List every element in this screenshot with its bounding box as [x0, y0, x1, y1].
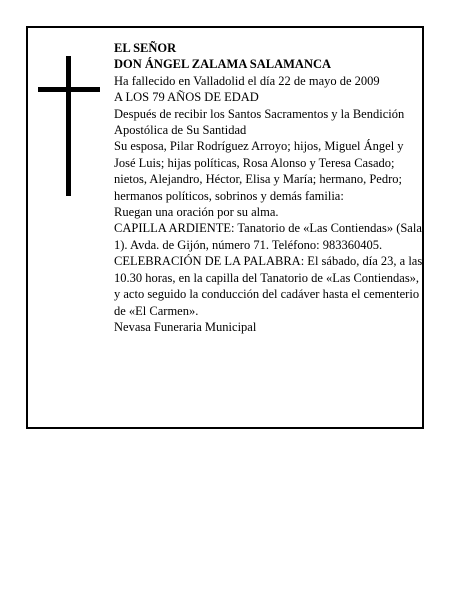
cross-vertical-bar [66, 56, 71, 196]
obituary-notice [26, 26, 424, 429]
title-line-1: EL SEÑOR [114, 41, 177, 55]
age-line: A LOS 79 AÑOS DE EDAD [114, 90, 259, 105]
cross-horizontal-bar [38, 87, 100, 92]
funeral-home: Nevasa Funeraria Municipal [114, 319, 257, 334]
latin-cross-icon [38, 56, 100, 196]
family-list: Su esposa, Pilar Rodríguez Arroyo; hijos, Miguel Ángel y José Luis; hijas políticas, Rosa Alonso y Teresa Casado; nietos, Alejandro, Héctor, Elisa y María; hermano, Pedro; hermanos políticos, sobrinos y demás familia: [114, 139, 404, 203]
death-info: Ha fallecido en Valladolid el día 22 de mayo de 2009 [114, 73, 380, 88]
sacraments-line: Después de recibir los Santos Sacramentos y la Bendición Apostólica de Su Santidad [114, 106, 405, 138]
obituary-text [114, 40, 424, 335]
deceased-name: DON ÁNGEL ZALAMA SALAMANCA [114, 57, 332, 72]
celebration-info: CELEBRACIÓN DE LA PALABRA: El sábado, día 23, a las 10.30 horas, en la capilla del Tanatorio de «Las Contiendas», y acto seguido la conducción del cadáver hasta el cementerio de «El Carmen». [114, 254, 423, 318]
chapel-info: CAPILLA ARDIENTE: Tanatorio de «Las Contiendas» (Sala 1). Avda. de Gijón, número 71. Teléfono: 983360405. [114, 221, 422, 252]
prayer-request: Ruegan una oración por su alma. [114, 205, 279, 220]
